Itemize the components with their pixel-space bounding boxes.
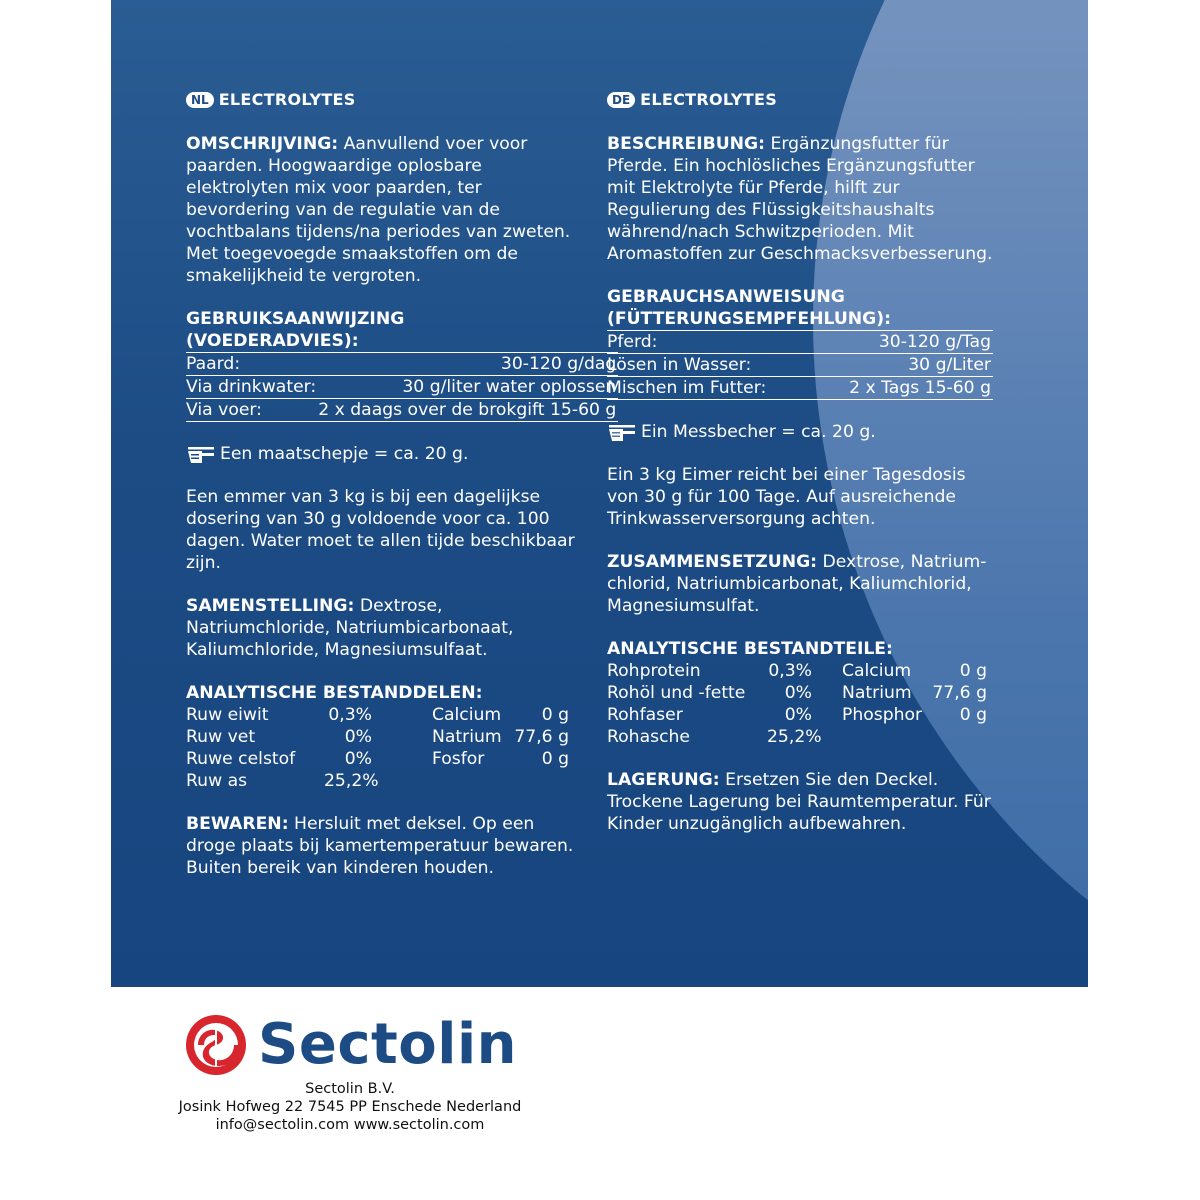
usage-table-de [607,330,993,400]
analytic-row [607,704,999,726]
bucket-text-de: Ein 3 kg Eimer reicht bei einer Tagesdosis von 30 g für 100 Tage. Auf ausreichende Trinkwasserversorgung achten. [607,465,966,529]
usage-label: Pferd: [607,331,811,354]
storage-text-de: Ersetzen Sie den Deckel. Trockene Lagerung bei Raumtemperatur. Für Kinder unzugänglich aufbewahren. [607,770,991,834]
analytic-title-nl: ANALYTISCHE BESTANDDELEN: [186,683,483,703]
analytic-name: Natrium [842,683,912,703]
analytic-value: 77,6 g [932,683,987,703]
description-label-de: BESCHREIBUNG: [607,134,766,154]
analytic-row [607,726,999,748]
analytic-value: 0 g [959,661,987,681]
analytic-table-nl [186,704,576,792]
analytic-name: Ruw as [186,771,248,791]
analytic-name: Rohfaser [607,705,683,725]
sectolin-swirl-logo-icon [184,1013,248,1077]
usage-title-line-2: (FÜTTERUNGSEMPFEHLUNG): [607,309,892,329]
storage-de [607,769,999,835]
analytic-name: Rohöl und -fette [607,683,746,703]
scoop-text-de: Ein Messbecher = ca. 20 g. [641,422,876,442]
company-contact: info@sectolin.com www.sectolin.com [215,1117,485,1133]
analytic-value [932,726,987,748]
analytic-value: 0 g [541,749,569,769]
analytic-value: 0% [344,727,372,747]
analytic-value: 0% [784,705,812,725]
usage-row [186,399,618,422]
analytic-table-de [607,660,999,748]
column-nl [186,88,617,900]
description-text-de: Ergänzungsfutter für Pferde. Ein hochlösliches Ergänzungsfutter mit Elektrolyte für Pferde, hilft zur Regulierung des Flüssigkeitshaushalts während/nach Schwitzperioden. Mit Aromastoffen zur Geschmacksverbesserung. [607,134,993,264]
analytic-row [186,770,576,792]
usage-title-de [607,286,999,330]
usage-value: 30-120 g/Tag [811,331,993,354]
analytic-name [842,726,932,748]
usage-value: 2 x daags over de brokgift 15-60 g [318,400,617,420]
analytic-row [186,704,576,726]
usage-table-nl [186,352,618,422]
usage-title-line-1: GEBRAUCHSANWEISUNG [607,287,845,307]
storage-label-de: LAGERUNG: [607,770,720,790]
analytic-value: 0% [344,749,372,769]
company-address [150,1080,550,1134]
measuring-scoop-icon [607,422,637,442]
analytic-value [502,770,569,792]
brand-logo [184,1013,517,1077]
measuring-scoop-icon [186,444,216,464]
composition-label-nl: SAMENSTELLING: [186,596,355,616]
analytic-value: 25,2% [324,771,379,791]
usage-row [607,377,993,400]
lang-badge-nl: NL [186,92,214,108]
section-title-de: ELECTROLYTES [640,90,778,109]
description-text-nl: Aanvullend voer voor paarden. Hoogwaardige oplosbare elektrolyten mix voor paarden, ter bevordering van de regulatie van de vochtbalans tijdens/na periodes van zweten. Met toegevoegde smaakstoffen om de smakelijkheid te vergroten. [186,134,571,286]
analytic-row [607,682,999,704]
usage-row [607,331,993,354]
analytic-name: Natrium [432,727,502,747]
analytic-name: Rohasche [607,727,690,747]
usage-label: Via drinkwater: [186,377,317,397]
usage-title-nl: GEBRUIKSAANWIJZING (VOEDERADVIES): [186,309,405,351]
analytic-name: Rohprotein [607,661,701,681]
lang-header-de [607,88,999,112]
usage-label: Lösen in Wasser: [607,354,811,377]
usage-label: Paard: [186,353,318,376]
analytic-name [432,770,502,792]
column-de [607,88,999,856]
usage-value: 2 x Tags 15-60 g [811,377,993,400]
description-de [607,133,999,265]
analytic-value: 0 g [959,705,987,725]
description-label-nl: OMSCHRIJVING: [186,134,339,154]
analytic-name: Fosfor [432,749,485,769]
analytic-name: Phosphor [842,705,923,725]
analytic-name: Ruwe celstof [186,749,296,769]
analytic-value: 25,2% [767,727,822,747]
analytic-title-de: ANALYTISCHE BESTANDTEILE: [607,639,893,659]
composition-text-de: Dextrose, Natrium-chlorid, Natriumbicarbonat, Kaliumchlorid, Magnesiumsulfat. [607,552,987,616]
storage-nl [186,813,576,879]
company-name: Sectolin B.V. [305,1081,395,1097]
analytic-row [186,726,576,748]
description-nl [186,133,576,287]
usage-value: 30 g/liter water oplossen [318,376,618,399]
composition-de [607,551,999,617]
composition-nl [186,595,576,661]
analytic-row [607,660,999,682]
analytic-name: Ruw eiwit [186,705,269,725]
usage-value: 30 g/Liter [811,354,993,377]
usage-row [607,354,993,377]
usage-row [186,353,618,376]
lang-badge-de: DE [607,92,635,108]
storage-label-nl: BEWAREN: [186,814,289,834]
analytic-value: 77,6 g [514,727,569,747]
usage-row [186,376,618,399]
scoop-line-de [607,421,999,443]
analytic-value: 0 g [541,705,569,725]
analytic-name: Calcium [432,705,502,725]
section-title-nl: ELECTROLYTES [218,90,356,109]
usage-label: Mischen im Futter: [607,377,811,400]
scoop-line-nl [186,443,576,465]
analytic-value: 0,3% [768,661,812,681]
scoop-text-nl: Een maatschepje = ca. 20 g. [220,444,469,464]
composition-text-nl: Dextrose, Natriumchloride, Natriumbicarbonaat, Kaliumchloride, Magnesiumsulfaat. [186,596,514,660]
bucket-text-nl: Een emmer van 3 kg is bij een dagelijkse dosering van 30 g voldoende voor ca. 100 dagen. Water moet te allen tijde beschikbaar zijn. [186,487,575,573]
brand-name: Sectolin [258,1012,518,1077]
analytic-value: 0,3% [328,705,372,725]
company-street: Josink Hofweg 22 7545 PP Enschede Nederland [178,1099,522,1115]
analytic-row [186,748,576,770]
composition-label-de: ZUSAMMENSETZUNG: [607,552,818,572]
analytic-name: Calcium [842,661,912,681]
usage-label: Via voer: [186,399,318,422]
storage-text-nl: Hersluit met deksel. Op een droge plaats bij kamertemperatuur bewaren. Buiten bereik van kinderen houden. [186,814,574,878]
usage-value: 30-120 g/dag [318,353,618,376]
analytic-value: 0% [784,683,812,703]
lang-header-nl [186,88,576,112]
analytic-name: Ruw vet [186,727,256,747]
